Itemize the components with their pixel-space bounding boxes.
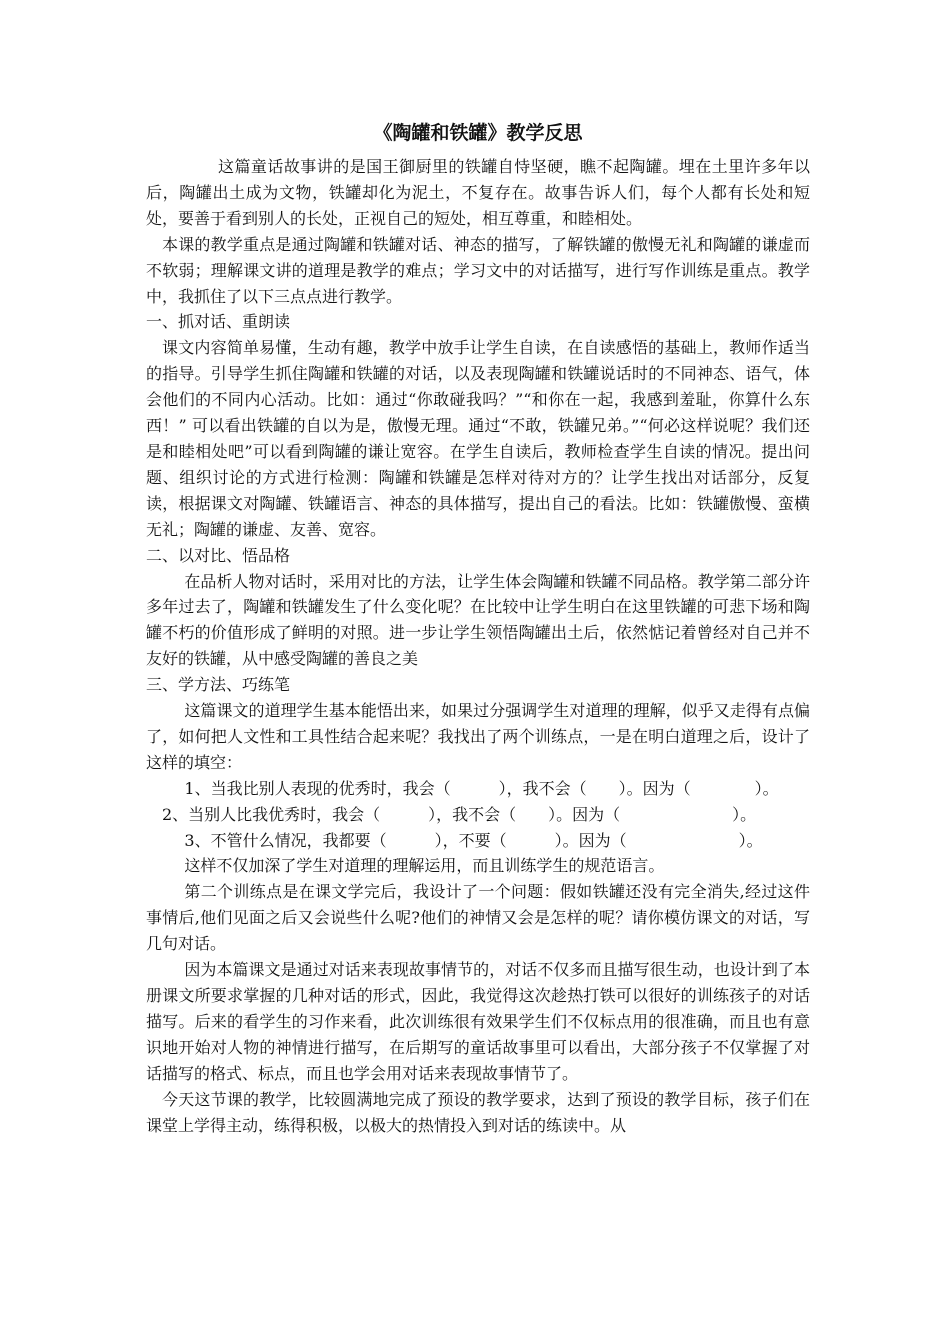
paragraph-intro: 这篇童话故事讲的是国王御厨里的铁罐自恃坚硬，瞧不起陶罐。埋在土里许多年以后，陶罐出土成为文物，铁罐却化为泥土，不复存在。故事告诉人们，每个人都有长处和短处，要善于看到别人的长处，正视自己的短处，相互尊重，和睦相处。 bbox=[146, 157, 810, 228]
paragraph-second-point: 第二个训练点是在课文学完后，我设计了一个问题：假如铁罐还没有完全消失,经过这件事情后,他们见面之后又会说些什么呢?他们的神情又会是怎样的呢？请你模仿课文的对话，写几句对话。 bbox=[146, 882, 810, 954]
paragraph-focus: 本课的教学重点是通过陶罐和铁罐对话、神态的描写，了解铁罐的傲慢无礼和陶罐的谦虚而不软弱；理解课文讲的道理是教学的难点；学习文中的对话描写，进行写作训练是重点。教学中，我抓住了以下三点点进行教学。 bbox=[146, 234, 810, 306]
document-page bbox=[146, 120, 810, 1138]
section-heading-3: 三、学方法、巧练笔 bbox=[146, 675, 291, 695]
paragraph-conclusion: 今天这节课的教学，比较圆满地完成了预设的教学要求，达到了预设的教学目标，孩子们在课堂上学得主动，练得积极，以极大的热情投入到对话的练读中。从 bbox=[146, 1089, 810, 1135]
paragraph-reason: 因为本篇课文是通过对话来表现故事情节的，对话不仅多而且描写很生动，也设计到了本册课文所要求掌握的几种对话的形式，因此，我觉得这次趁热打铁可以很好的训练孩子的对话描写。后来的看学生的习作来看，此次训练很有效果学生们不仅标点用的很准确，而且也有意识地开始对人物的神情进行描写，在后期写的童话故事里可以看出，大部分孩子不仅掌握了对话描写的格式、标点，而且也学会用对话来表现故事情节了。 bbox=[146, 960, 810, 1083]
paragraph-section-2: 在品析人物对话时，采用对比的方法，让学生体会陶罐和铁罐不同品格。教学第二部分许多年过去了，陶罐和铁罐发生了什么变化呢？在比较中让学生明白在这里铁罐的可悲下场和陶罐不朽的价值形成了鲜明的对照。进一步让学生领悟陶罐出土后，依然惦记着曾经对自己并不友好的铁罐，从中感受陶罐的善良之美 bbox=[146, 571, 810, 669]
paragraph-section-3: 这篇课文的道理学生基本能悟出来，如果过分强调学生对道理的理解，似乎又走得有点偏了，如何把人文性和工具性结合起来呢？我找出了两个训练点，一是在明白道理之后，设计了这样的填空： bbox=[146, 701, 810, 772]
section-heading-1: 一、抓对话、重朗读 bbox=[146, 312, 291, 332]
fill-blank-1: 1、当我比别人表现的优秀时，我会（ ），我不会（ ）。因为（ ）。 bbox=[184, 778, 779, 798]
section-heading-2: 二、以对比、悟品格 bbox=[146, 545, 291, 565]
fill-blank-2: 2、当别人比我优秀时，我会（ ），我不会（ ）。因为（ ）。 bbox=[162, 804, 757, 824]
paragraph-effect: 这样不仅加深了学生对道理的理解运用，而且训练学生的规范语言。 bbox=[184, 856, 665, 876]
fill-blank-3: 3、不管什么情况，我都要（ ），不要（ ）。因为（ ）。 bbox=[184, 830, 763, 850]
document-title: 《陶罐和铁罐》教学反思 bbox=[373, 122, 583, 144]
paragraph-section-1: 课文内容简单易懂，生动有趣，教学中放手让学生自读，在自读感悟的基础上，教师作适当的指导。引导学生抓住陶罐和铁罐的对话，以及表现陶罐和铁罐说话时的不同神态、语气，体会他们的不同内心活动。比如：通过“你敢碰我吗？”“和你在一起，我感到羞耻，你算什么东西！” 可以看出铁罐的自以为是，傲慢无理。通过“不敢，铁罐兄弟。”“何必这样说呢？我们还是和睦相处吧”可以看到陶罐的谦让宽容。在学生自读后，教师检查学生自读的情况。提出问题、组织讨论的方式进行检测：陶罐和铁罐是怎样对待对方的？让学生找出对话部分，反复读，根据课文对陶罐、铁罐语言、神态的具体描写，提出自己的看法。比如：铁罐傲慢、蛮横无礼；陶罐的谦虚、友善、宽容。 bbox=[146, 338, 810, 539]
